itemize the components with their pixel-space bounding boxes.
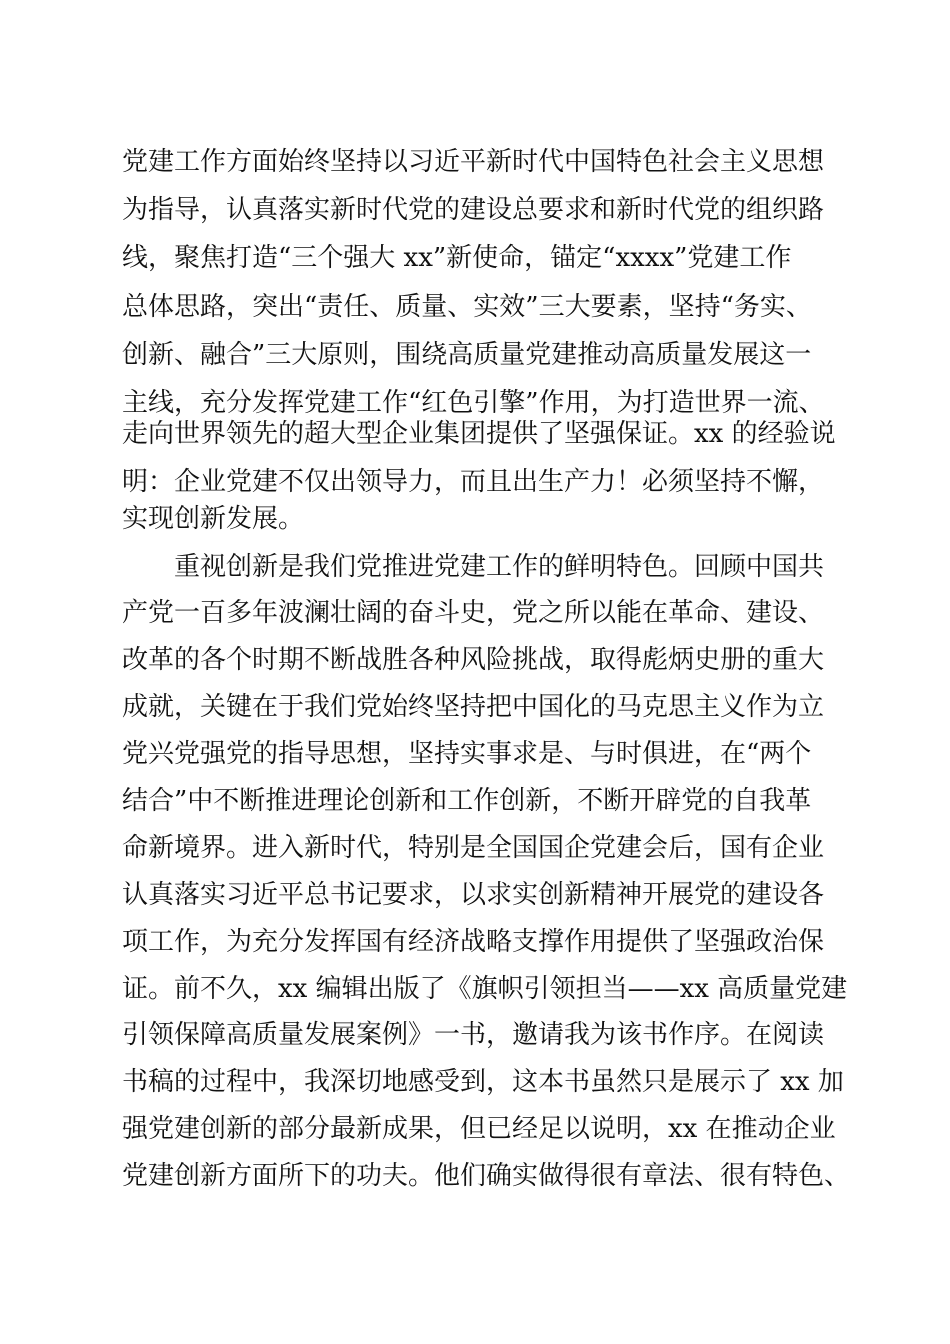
text-line: 产党一百多年波澜壮阔的奋斗史，党之所以能在革命、建设、 (122, 598, 825, 628)
text-line: 创新、融合”三大原则，围绕高质量党建推动高质量发展这一 (122, 340, 812, 370)
text-line: 成就，关键在于我们党始终坚持把中国化的马克思主义作为立 (122, 692, 825, 722)
text-line: 强党建创新的部分最新成果，但已经足以说明，xx 在推动企业 (122, 1114, 836, 1144)
text-line: 党建工作方面始终坚持以习近平新时代中国特色社会主义思想 (122, 147, 825, 177)
text-line: 认真落实习近平总书记要求，以求实创新精神开展党的建设各 (122, 880, 825, 910)
paragraph-first-line: 重视创新是我们党推进党建工作的鲜明特色。回顾中国共 (174, 552, 825, 582)
text-line: 走向世界领先的超大型企业集团提供了坚强保证。xx 的经验说 (122, 419, 836, 449)
text-line: 总体思路，突出“责任、质量、实效”三大要素，坚持“务实、 (122, 292, 812, 322)
text-line: 明：企业党建不仅出领导力，而且出生产力！必须坚持不懈， (122, 467, 825, 497)
text-line: 证。前不久，xx 编辑出版了《旗帜引领担当——xx 高质量党建 (122, 974, 848, 1004)
text-line: 结合”中不断推进理论创新和工作创新，不断开辟党的自我革 (122, 786, 812, 816)
text-line: 实现创新发展。 (122, 504, 305, 534)
text-line: 项工作，为充分发挥国有经济战略支撑作用提供了坚强政治保 (122, 927, 825, 957)
text-line: 改革的各个时期不断战胜各种风险挑战，取得彪炳史册的重大 (122, 645, 825, 675)
text-line: 引领保障高质量发展案例》一书，邀请我为该书作序。在阅读 (122, 1020, 825, 1050)
text-line: 线，聚焦打造“三个强大 xx”新使命，锚定“xxxx”党建工作 (122, 243, 792, 273)
text-line: 主线，充分发挥党建工作“红色引擎”作用，为打造世界一流、 (122, 388, 825, 418)
text-line: 命新境界。进入新时代，特别是全国国企党建会后，国有企业 (122, 833, 825, 863)
text-line: 为指导，认真落实新时代党的建设总要求和新时代党的组织路 (122, 195, 825, 225)
text-line: 书稿的过程中，我深切地感受到，这本书虽然只是展示了 xx 加 (122, 1067, 844, 1097)
text-line: 党兴党强党的指导思想，坚持实事求是、与时俱进，在“两个 (122, 739, 812, 769)
text-line: 党建创新方面所下的功夫。他们确实做得很有章法、很有特色、 (122, 1161, 851, 1191)
